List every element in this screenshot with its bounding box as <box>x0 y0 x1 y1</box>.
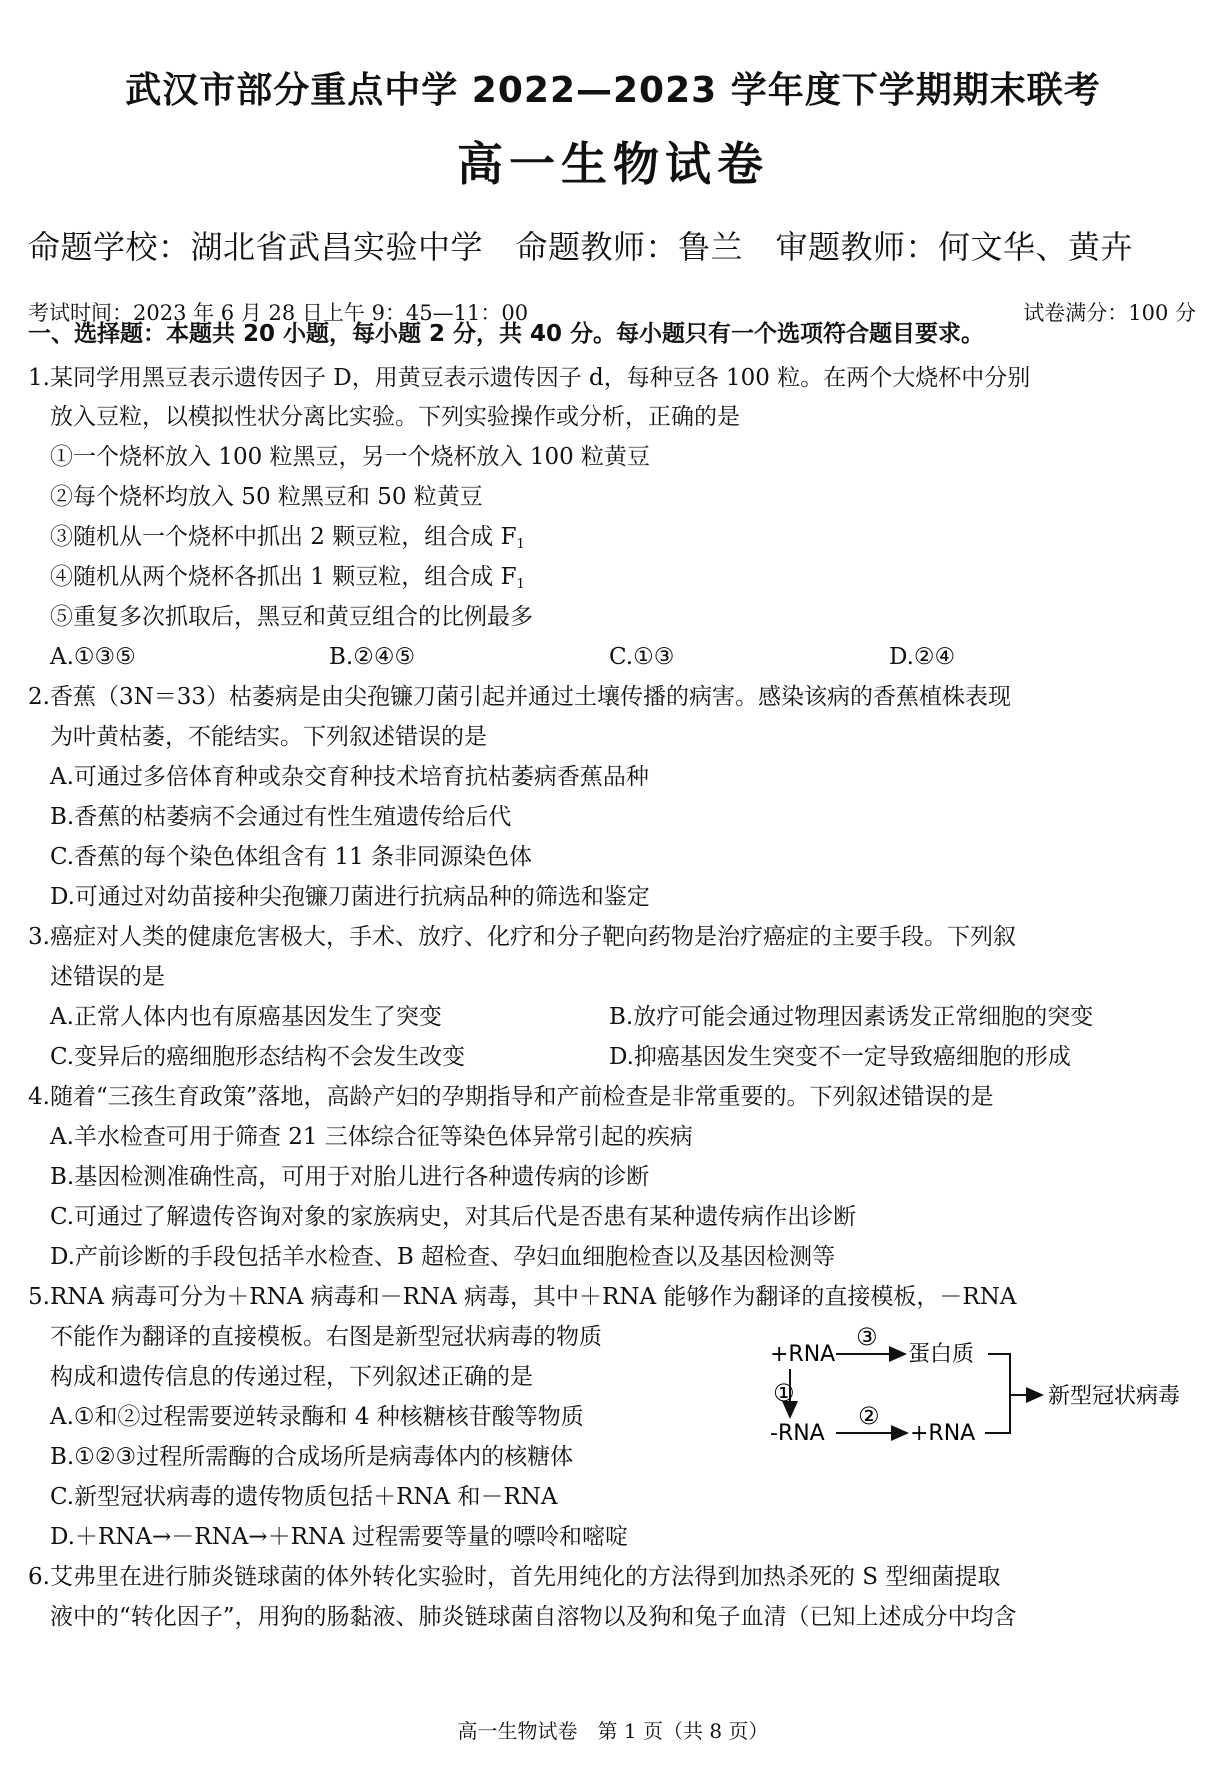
q4-option-a: A.羊水检查可用于筛查 21 三体综合征等染色体异常引起的疾病 <box>50 1124 693 1150</box>
q6-stem-line1: 6.艾弗里在进行肺炎链球菌的体外转化实验时，首先用纯化的方法得到加热杀死的 S 型细菌提取 <box>28 1564 1001 1590</box>
diagram-virus: 新型冠状病毒 <box>1048 1384 1181 1409</box>
q1-option-b: B.②④⑤ <box>329 644 416 670</box>
section-heading: 一、选择题：本题共 20 小题，每小题 2 分，共 40 分。每小题只有一个选项符合题目要求。 <box>28 321 985 347</box>
q1-statement-5: ⑤重复多次抓取后，黑豆和黄豆组合的比例最多 <box>50 604 533 630</box>
q3-option-a: A.正常人体内也有原癌基因发生了突变 <box>50 1004 442 1030</box>
q1-statement-4-sub: 1 <box>516 577 525 592</box>
diagram-step3: ③ <box>856 1323 878 1351</box>
q1-statement-2: ②每个烧杯均放入 50 粒黑豆和 50 粒黄豆 <box>50 484 483 510</box>
diagram-protein: 蛋白质 <box>908 1342 975 1367</box>
q4-option-b: B.基因检测准确性高，可用于对胎儿进行各种遗传病的诊断 <box>50 1164 650 1190</box>
q3-option-c: C.变异后的癌细胞形态结构不会发生改变 <box>50 1044 466 1070</box>
q2-option-a: A.可通过多倍体育种或杂交育种技术培育抗枯萎病香蕉品种 <box>50 764 649 790</box>
page-footer: 高一生物试卷 第 1 页（共 8 页） <box>457 1719 769 1743</box>
q5-stem-line3: 构成和遗传信息的传递过程，下列叙述正确的是 <box>50 1364 533 1390</box>
q2-option-d: D.可通过对幼苗接种尖孢镰刀菌进行抗病品种的筛选和鉴定 <box>50 884 650 910</box>
q1-statement-4-text: ④随机从两个烧杯各抓出 1 颗豆粒，组合成 F <box>50 564 517 590</box>
diagram-step1: ① <box>773 1379 795 1407</box>
diagram-plus-rna-bottom: +RNA <box>910 1421 976 1446</box>
paper-subject-title: 高一生物试卷 <box>457 137 769 191</box>
q1-statement-4 <box>50 562 525 600</box>
exam-title: 武汉市部分重点中学 2022—2023 学年度下学期期末联考 <box>125 70 1101 111</box>
diagram-step2: ② <box>858 1402 880 1430</box>
bracket-connector <box>985 1354 1038 1433</box>
q4-option-d: D.产前诊断的手段包括羊水检查、B 超检查、孕妇血细胞检查以及基因检测等 <box>50 1244 836 1270</box>
q1-statement-3 <box>50 522 525 560</box>
q5-option-d: D.＋RNA→－RNA→＋RNA 过程需要等量的嘌呤和嘧啶 <box>50 1524 628 1550</box>
author-info: 命题学校：湖北省武昌实验中学 命题教师：鲁兰 审题教师：何文华、黄卉 <box>28 228 1134 266</box>
q1-stem-line2: 放入豆粒，以模拟性状分离比实验。下列实验操作或分析，正确的是 <box>50 404 740 430</box>
exam-time: 考试时间：2023 年 6 月 28 日上午 9：45—11：00 <box>28 301 529 325</box>
q5-option-a: A.①和②过程需要逆转录酶和 4 种核糖核苷酸等物质 <box>50 1404 584 1430</box>
full-score: 试卷满分：100 分 <box>1023 301 1196 325</box>
q3-option-d: D.抑癌基因发生突变不一定导致癌细胞的形成 <box>609 1044 1071 1070</box>
q2-option-b: B.香蕉的枯萎病不会通过有性生殖遗传给后代 <box>50 804 512 830</box>
q6-stem-line2: 液中的“转化因子”，用狗的肠黏液、肺炎链球菌自溶物以及狗和兔子血清（已知上述成分中均含 <box>50 1604 1017 1630</box>
q3-option-b: B.放疗可能会通过物理因素诱发正常细胞的突变 <box>609 1004 1094 1030</box>
rna-replication-diagram <box>770 1317 1210 1497</box>
q1-stem-line1: 1.某同学用黑豆表示遗传因子 D，用黄豆表示遗传因子 d，每种豆各 100 粒。在两个大烧杯中分别 <box>28 365 1031 391</box>
q5-option-b: B.①②③过程所需酶的合成场所是病毒体内的核糖体 <box>50 1444 574 1470</box>
q4-option-c: C.可通过了解遗传咨询对象的家族病史，对其后代是否患有某种遗传病作出诊断 <box>50 1204 857 1230</box>
q1-statement-3-sub: 1 <box>516 537 525 552</box>
q1-option-d: D.②④ <box>889 644 956 670</box>
q1-statement-3-text: ③随机从一个烧杯中抓出 2 颗豆粒，组合成 F <box>50 524 517 550</box>
q1-option-c: C.①③ <box>609 644 675 670</box>
q4-stem-line1: 4.随着“三孩生育政策”落地，高龄产妇的孕期指导和产前检查是非常重要的。下列叙述错误的是 <box>28 1084 994 1110</box>
q5-stem-line2: 不能作为翻译的直接模板。右图是新型冠状病毒的物质 <box>50 1324 602 1350</box>
q2-stem-line2: 为叶黄枯萎，不能结实。下列叙述错误的是 <box>50 724 487 750</box>
q2-stem-line1: 2.香蕉（3N＝33）枯萎病是由尖孢镰刀菌引起并通过土壤传播的病害。感染该病的香蕉植株表现 <box>28 684 1011 710</box>
q5-option-c: C.新型冠状病毒的遗传物质包括＋RNA 和－RNA <box>50 1484 558 1510</box>
diagram-minus-rna: -RNA <box>770 1421 825 1446</box>
q1-option-a: A.①③⑤ <box>50 644 136 670</box>
q2-option-c: C.香蕉的每个染色体组含有 11 条非同源染色体 <box>50 844 532 870</box>
q1-statement-1: ①一个烧杯放入 100 粒黑豆，另一个烧杯放入 100 粒黄豆 <box>50 444 651 470</box>
q5-stem-line1: 5.RNA 病毒可分为＋RNA 病毒和－RNA 病毒，其中＋RNA 能够作为翻译的直接模板，－RNA <box>28 1284 1017 1310</box>
diagram-plus-rna-top: +RNA <box>770 1342 836 1367</box>
q3-stem-line1: 3.癌症对人类的健康危害极大，手术、放疗、化疗和分子靶向药物是治疗癌症的主要手段。下列叙 <box>28 924 1016 950</box>
q3-stem-line2: 述错误的是 <box>50 964 165 990</box>
